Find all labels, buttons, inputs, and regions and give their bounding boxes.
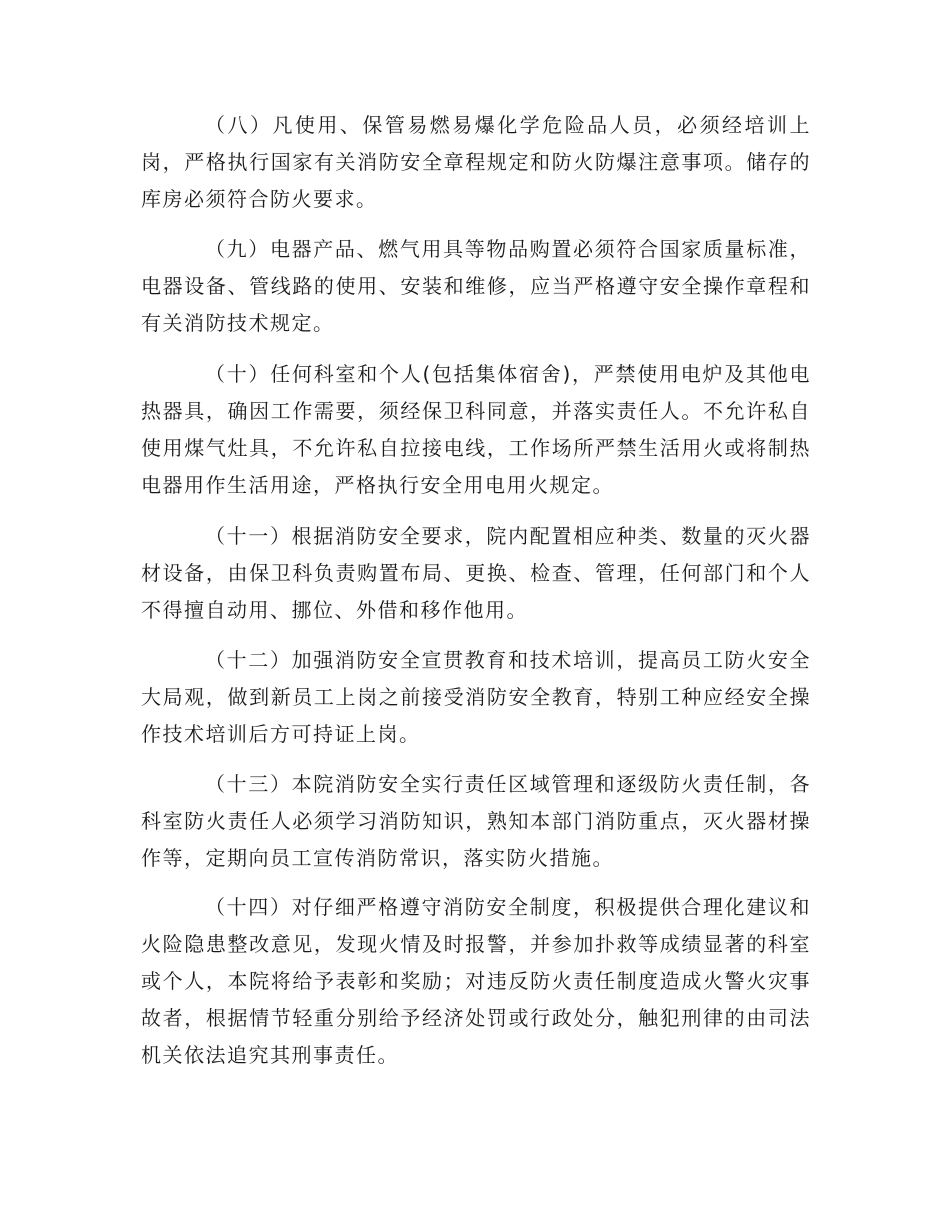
paragraph-10: （十）任何科室和个人(包括集体宿舍)，严禁使用电炉及其他电热器具，确因工作需要，须经保卫科同意，并落实责任人。不允许私自使用煤气灶具，不允许私自拉接电线，工作场所严禁生活用火或将制热电器用作生活用途，严格执行安全用电用火规定。 — [141, 362, 811, 497]
paragraph-12: （十二）加强消防安全宣贯教育和技术培训，提高员工防火安全大局观，做到新员工上岗之前接受消防安全教育，特别工种应经安全操作技术培训后方可持证上岗。 — [141, 648, 811, 746]
paragraph-14: （十四）对仔细严格遵守消防安全制度，积极提供合理化建议和火险隐患整改意见，发现火情及时报警，并参加扑救等成绩显著的科室或个人，本院将给予表彰和奖励；对违反防火责任制度造成火警火灾事故者，根据情节轻重分别给予经济处罚或行政处分，触犯刑律的由司法机关依法追究其刑事责任。 — [141, 895, 811, 1067]
paragraph-11: （十一）根据消防安全要求，院内配置相应种类、数量的灭火器材设备，由保卫科负责购置布局、更换、检查、管理，任何部门和个人不得擅自动用、挪位、外借和移作他用。 — [141, 524, 811, 622]
paragraph-9: （九）电器产品、燃气用具等物品购置必须符合国家质量标准，电器设备、管线路的使用、安装和维修，应当严格遵守安全操作章程和有关消防技术规定。 — [141, 237, 811, 335]
paragraph-13: （十三）本院消防安全实行责任区域管理和逐级防火责任制，各科室防火责任人必须学习消防知识，熟知本部门消防重点，灭火器材操作等，定期向员工宣传消防常识，落实防火措施。 — [141, 772, 811, 870]
paragraph-8: （八）凡使用、保管易燃易爆化学危险品人员，必须经培训上岗，严格执行国家有关消防安全章程规定和防火防爆注意事项。储存的库房必须符合防火要求。 — [141, 113, 811, 211]
